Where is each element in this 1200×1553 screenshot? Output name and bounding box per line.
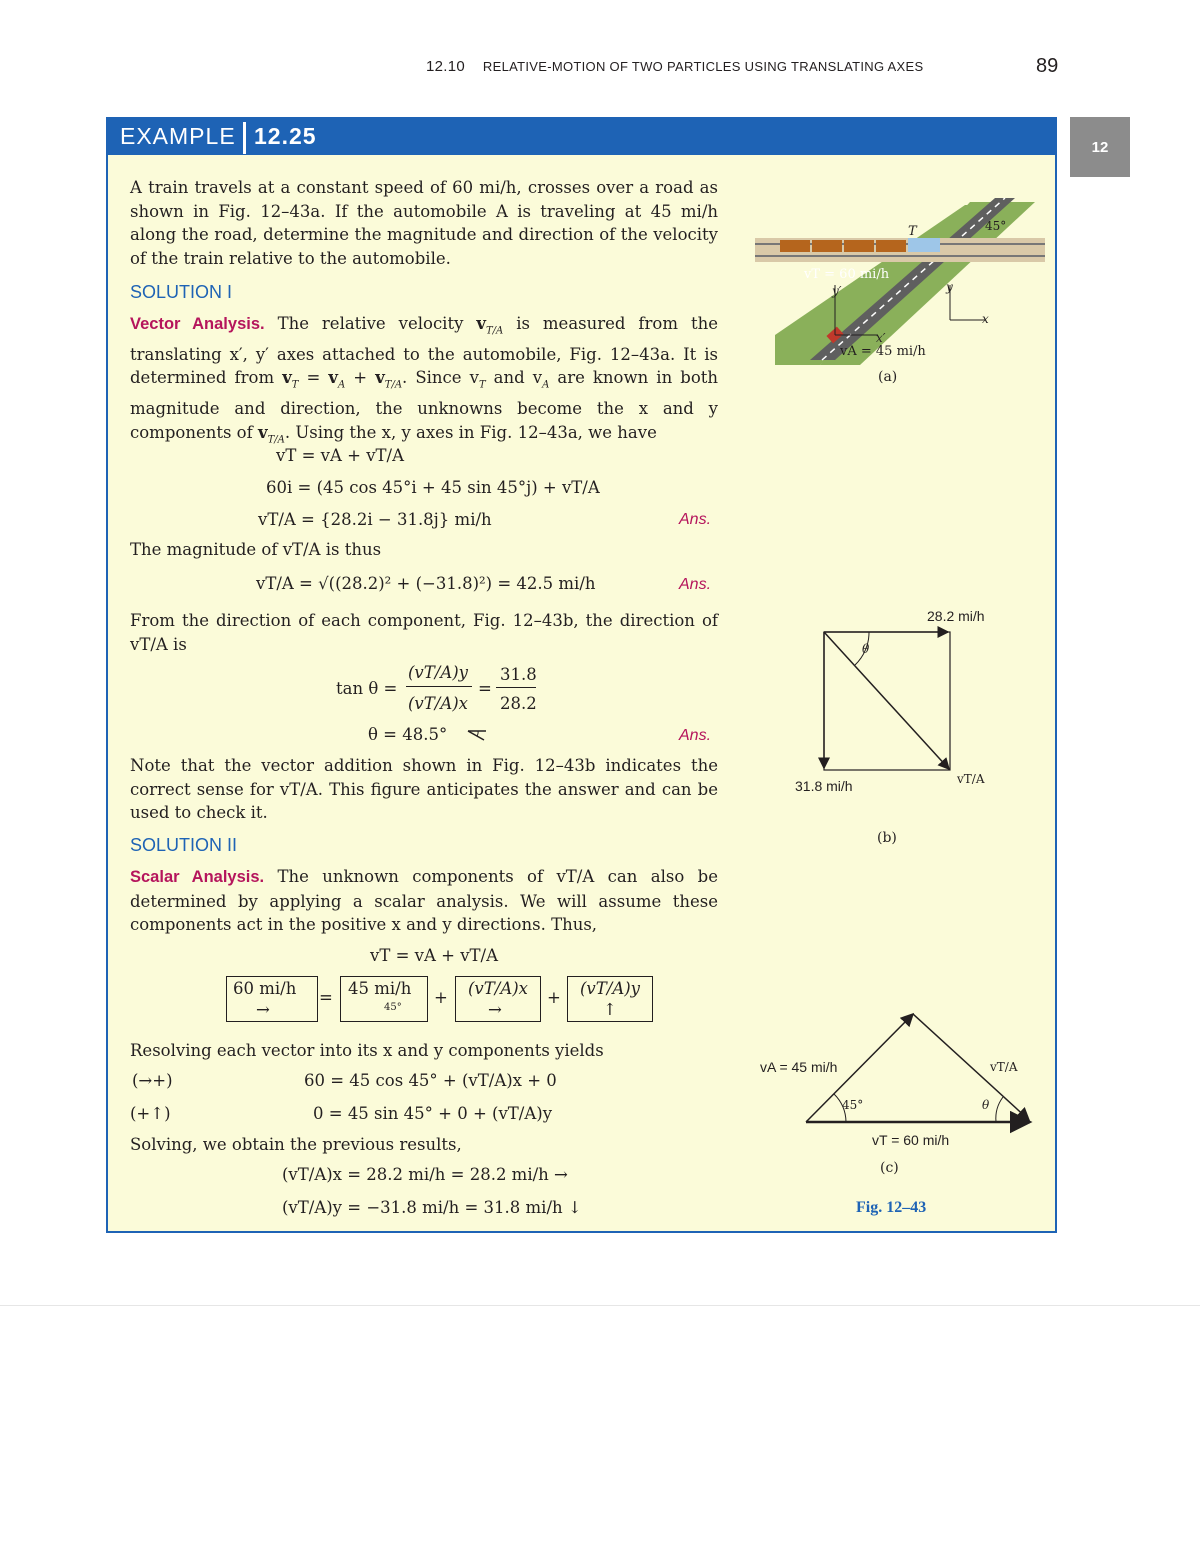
figure-a-x-label: x (982, 312, 989, 326)
tan-numerator-symbol: (vT/A)y (408, 663, 468, 682)
figure-c-theta-label: θ (982, 1098, 990, 1112)
tan-denominator-symbol: (vT/A)x (408, 694, 468, 713)
x-direction-label: (→+) (132, 1071, 173, 1090)
bracket-45-top: 45 mi/h (348, 979, 412, 998)
equation-2: 60i = (45 cos 45°i + 45 sin 45°j) + vT/A (266, 478, 600, 497)
section-title: RELATIVE-MOTION OF TWO PARTICLES USING TRANSLATING AXES (482, 59, 924, 74)
bracket-60-bottom: → (256, 1000, 270, 1019)
tan-lhs: tan θ = (336, 679, 398, 698)
figure-a-xprime-label: x′ (876, 331, 886, 345)
section-number: 12.10 (426, 58, 466, 75)
result-y: (vT/A)y = −31.8 mi/h = 31.8 mi/h ↓ (282, 1198, 582, 1217)
solution-1-heading: SOLUTION I (130, 282, 233, 302)
figure-b-top-label: 28.2 mi/h (927, 608, 985, 624)
figure-a-illustration (750, 190, 1050, 370)
solving-text: Solving, we obtain the previous results, (130, 1135, 462, 1154)
equation-magnitude: vT/A = √((28.2)² + (−31.8)²) = 42.5 mi/h (256, 574, 596, 593)
equation-1: vT = vA + vT/A (276, 446, 404, 465)
bracket-plus-1: + (434, 988, 448, 1007)
page-number: 89 (1036, 55, 1059, 77)
vector-analysis-heading: Vector Analysis. (130, 315, 265, 333)
running-head (426, 58, 923, 75)
tan-numerator-value: 31.8 (500, 665, 537, 684)
scalar-vector-equation: vT = vA + vT/A (370, 946, 498, 965)
figure-a-va-label: vA = 45 mi/h (840, 344, 926, 359)
y-component-equation: 0 = 45 sin 45° + 0 + (vT/A)y (313, 1104, 553, 1123)
direction-text: From the direction of each component, Fig. 12–43b, the direction of vT/A is (130, 611, 718, 654)
figure-c-angle-label: 45° (842, 1098, 864, 1112)
figure-b-vector-diagram (815, 625, 965, 785)
answer-label-2: Ans. (679, 576, 712, 593)
tan-fraction-bar-2 (496, 687, 536, 688)
bracket-45-bottom: 45° (384, 1002, 402, 1013)
figure-a-vt-label: vT = 60 mi/h (804, 267, 890, 282)
figure-c-va-label: vA = 45 mi/h (760, 1059, 838, 1075)
magnitude-text: The magnitude of vT/A is thus (130, 540, 382, 559)
figure-a-y-label: y (946, 280, 953, 294)
solution-2-heading: SOLUTION II (130, 835, 238, 855)
solution-1-paragraph: Vector Analysis. The relative velocity $v_{T/A}$ is measured from the translating x′, y′ axes attached to the automobile, Fig. 12–43a. It is determined from $v_T = v_A + v_{T/A}$. Since $v_T$ and $v_A$ are known in both magnitude and direction, the unknowns become the x and y components of $v_{T/A}$. Using the x, y axes in Fig. 12–43a, we have (130, 314, 719, 445)
scalar-analysis-heading: Scalar Analysis. (130, 868, 265, 886)
tan-equals: = (478, 679, 492, 698)
y-direction-label: (+↑) (130, 1104, 171, 1123)
bracket-equals: = (319, 988, 333, 1007)
tan-fraction-bar-1 (406, 686, 472, 687)
figure-a-yprime-label: y′ (832, 284, 842, 298)
figure-caption: Fig. 12–43 (856, 1199, 927, 1216)
solution-2-paragraph: Scalar Analysis. The unknown components of vT/A can also be determined by applying a scalar analysis. We will assume these components act in the positive x and y directions. Thus, (130, 867, 718, 934)
problem-statement: A train travels at a constant speed of 60 mi/h, crosses over a road as shown in Fig. 12–43a. If the automobile A is traveling at 45 mi/h along the road, determine the magnitude and direction of the velocity of the train relative to the automobile. (130, 178, 718, 268)
bracket-vtax-bottom: → (488, 1000, 502, 1019)
figure-c-caption: (c) (880, 1160, 899, 1176)
bracket-plus-2: + (547, 988, 561, 1007)
figure-a-angle-label: 45° (985, 219, 1007, 233)
chapter-tab: 12 (1070, 117, 1130, 177)
figure-a-T-label: T (908, 224, 917, 239)
figure-c-vt-label: vT = 60 mi/h (872, 1132, 950, 1148)
figure-c-vta-label: vT/A (990, 1060, 1018, 1074)
resolving-text: Resolving each vector into its x and y components yields (130, 1041, 604, 1060)
equation-3: vT/A = {28.2i − 31.8j} mi/h (258, 510, 492, 529)
result-x: (vT/A)x = 28.2 mi/h = 28.2 mi/h → (282, 1165, 568, 1184)
figure-b-left-label: 31.8 mi/h (795, 778, 853, 794)
bracket-vtay-bottom: ↑ (603, 1000, 617, 1019)
theta-result: θ = 48.5° (368, 725, 448, 744)
example-word: EXAMPLE (120, 123, 236, 149)
figure-b-caption: (b) (877, 830, 897, 846)
figure-b-diag-label: vT/A (957, 772, 985, 786)
example-header (108, 119, 1055, 155)
x-component-equation: 60 = 45 cos 45° + (vT/A)x + 0 (304, 1071, 557, 1090)
bracket-vtay-top: (vT/A)y (580, 979, 640, 998)
answer-label-3: Ans. (679, 727, 712, 744)
tan-denominator-value: 28.2 (500, 694, 537, 713)
figure-b-theta-label: θ (862, 642, 870, 656)
bracket-60-top: 60 mi/h (233, 979, 297, 998)
answer-label-1: Ans. (679, 511, 712, 528)
header-divider (243, 122, 246, 154)
example-number: 12.25 (254, 123, 317, 149)
bracket-vtax-top: (vT/A)x (468, 979, 528, 998)
figure-a-caption: (a) (878, 369, 898, 385)
angle-symbol-icon (466, 728, 488, 744)
note-paragraph: Note that the vector addition shown in Fig. 12–43b indicates the correct sense for vT/A. This figure anticipates the answer and can be used to check it. (130, 756, 718, 822)
